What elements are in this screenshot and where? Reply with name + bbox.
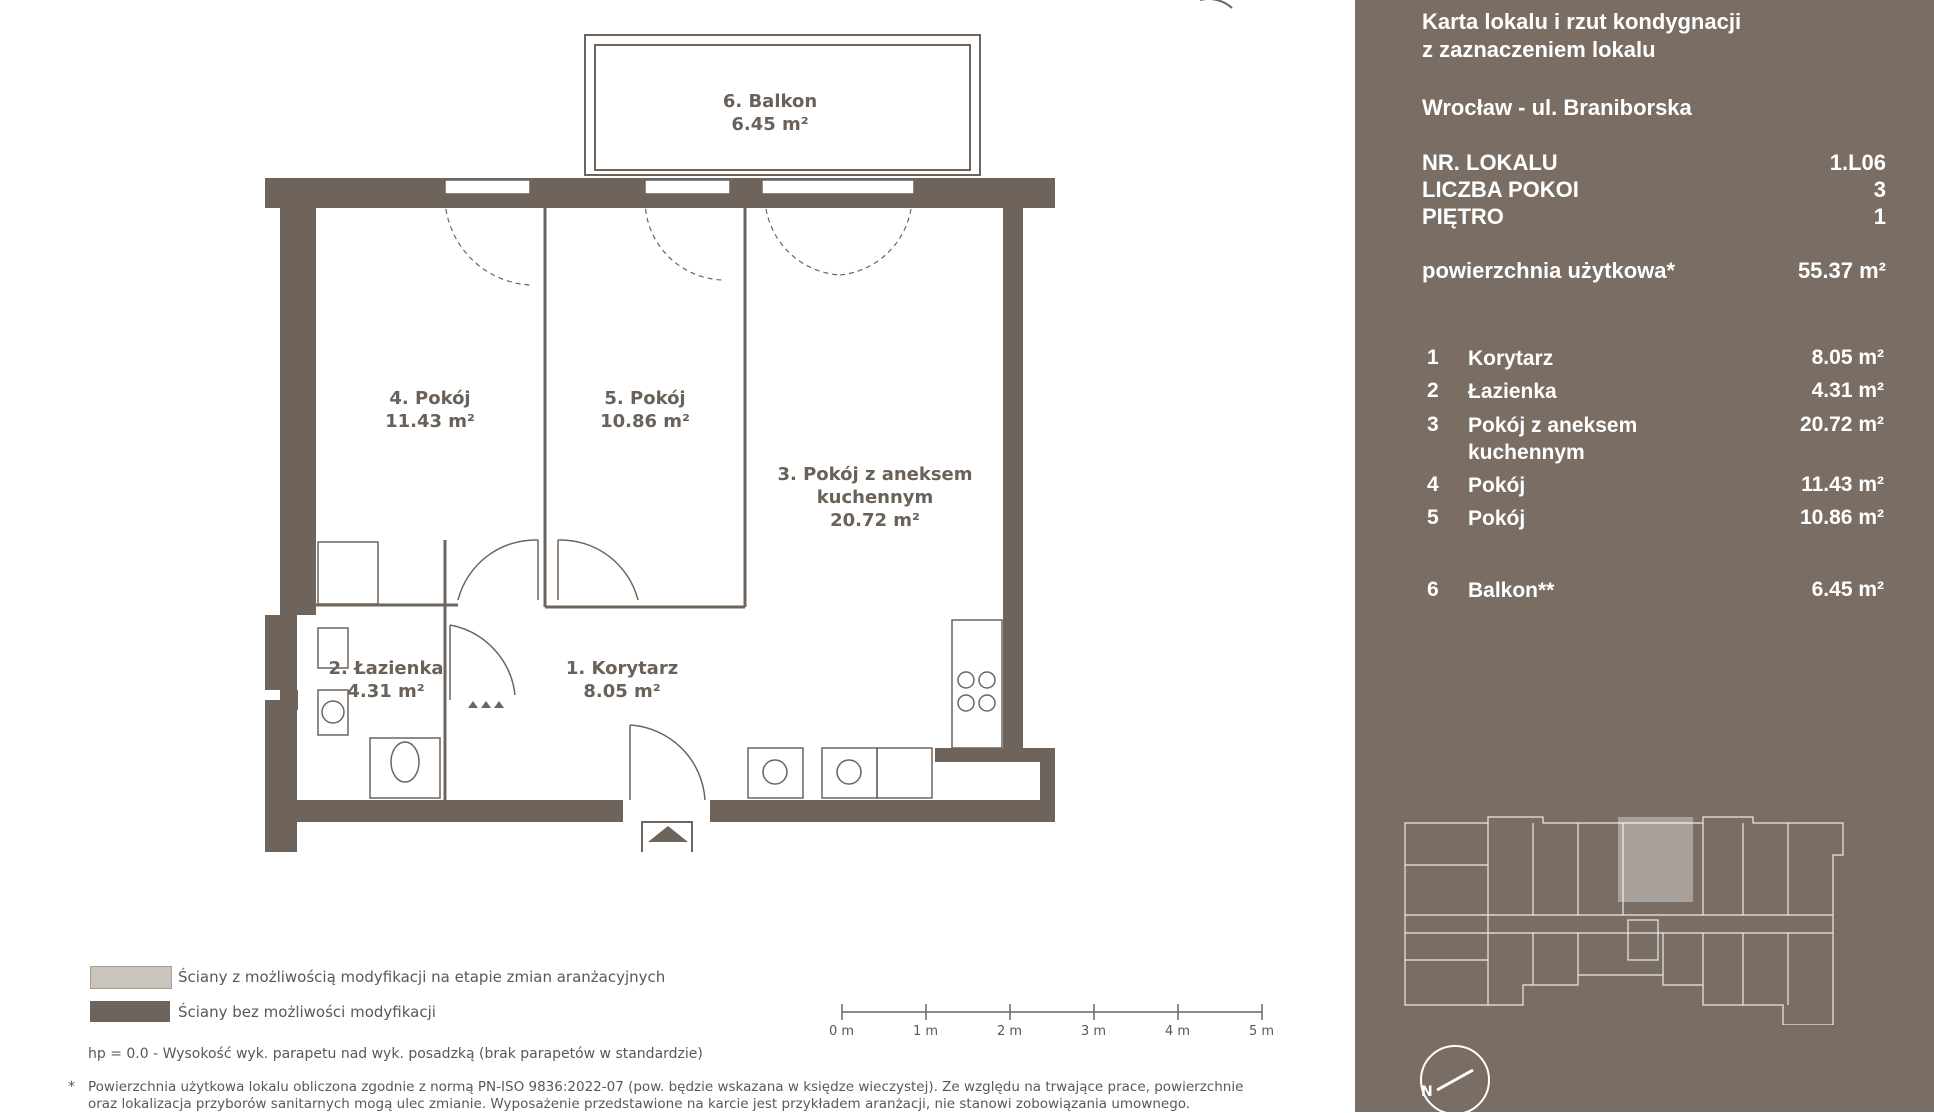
room-name: 6. Balkon — [722, 91, 818, 112]
powierzchnia-label: powierzchnia użytkowa* — [1422, 258, 1676, 283]
room-list-name-6: Balkon** — [1468, 579, 1555, 602]
scale-tick-3: 3 m — [1081, 1024, 1107, 1039]
room-name: 4. Pokój — [389, 388, 471, 409]
room-label-balkon — [680, 90, 860, 136]
powierzchnia-value: 55.37 m² — [1797, 258, 1886, 283]
hp-note: hp = 0.0 - Wysokość wyk. parapetu nad wyk. posadzką (brak parapetów w standardzie) — [88, 1046, 703, 1062]
room-list-area-4: 11.43 m² — [1801, 473, 1884, 496]
room-label-korytarz — [532, 657, 712, 703]
room-name: 5. Pokój — [604, 388, 686, 409]
scale-tick-5: 5 m — [1249, 1024, 1275, 1039]
room-list-area-5: 10.86 m² — [1799, 506, 1884, 529]
room-area: 20.72 m² — [830, 510, 920, 531]
room-label-pokoj-3 — [755, 463, 995, 532]
pietro-value: 1 — [1873, 204, 1886, 229]
footnote-asterisk: * — [68, 1079, 75, 1095]
room-list-name-1: Korytarz — [1468, 347, 1554, 370]
room-list-num-2: 2 — [1427, 379, 1439, 402]
room-list-num-6: 6 — [1427, 578, 1439, 601]
room-area: 11.43 m² — [385, 411, 475, 432]
legend-swatch-non-modifiable — [90, 1001, 170, 1022]
north-arrow-icon — [1415, 1040, 1495, 1112]
room-area: 4.31 m² — [347, 681, 425, 702]
room-name-line1: 3. Pokój z aneksem — [777, 464, 973, 485]
room-list-name-4: Pokój — [1468, 474, 1526, 497]
legend-swatch-modifiable — [90, 966, 172, 989]
room-label-pokoj-5 — [555, 387, 735, 433]
info-panel — [1355, 0, 1934, 1112]
room-area: 6.45 m² — [731, 114, 809, 135]
scale-tick-2: 2 m — [997, 1024, 1023, 1039]
room-list-num-3: 3 — [1427, 413, 1439, 436]
legend-text-modifiable: Ściany z możliwością modyfikacji na etapie zmian aranżacyjnych — [178, 968, 666, 986]
room-label-pokoj-4 — [340, 387, 520, 433]
room-list-num-4: 4 — [1427, 473, 1439, 496]
panel-title-line2: z zaznaczeniem lokalu — [1422, 37, 1656, 62]
room-area: 8.05 m² — [583, 681, 661, 702]
room-list-num-5: 5 — [1427, 506, 1439, 529]
footnote-line-2: oraz lokalizacja przyborów sanitarnych mogą ulec zmianie. Wyposażenie przedstawione na karcie jest przykładem aranżacji, nie stanowi zobowiązania umownego. — [88, 1096, 1191, 1112]
room-area: 10.86 m² — [600, 411, 690, 432]
footnote-line-1: Powierzchnia użytkowa lokalu obliczona zgodnie z normą PN-ISO 9836:2022-07 (pow. będzie wskazana w księdze wieczystej). Ze względu na trwające prace, powierzchnie — [88, 1079, 1244, 1095]
liczba-pokoi-value: 3 — [1873, 177, 1886, 202]
room-list-area-2: 4.31 m² — [1811, 379, 1884, 402]
legend-text-non-modifiable: Ściany bez możliwości modyfikacji — [178, 1003, 436, 1021]
room-list-num-1: 1 — [1427, 346, 1439, 369]
liczba-pokoi-label: LICZBA POKOI — [1422, 177, 1579, 202]
nr-lokalu-value: 1.L06 — [1829, 150, 1886, 175]
scale-tick-4: 4 m — [1165, 1024, 1191, 1039]
room-list-name-3-line1: Pokój z aneksem — [1468, 414, 1638, 437]
room-list-name-5: Pokój — [1468, 507, 1526, 530]
room-list-name-2: Łazienka — [1468, 380, 1557, 403]
svg-text:N: N — [1421, 1084, 1433, 1100]
room-list-name-3-line2: kuchennym — [1468, 441, 1585, 464]
room-name: 2. Łazienka — [328, 658, 444, 679]
room-list-area-6: 6.45 m² — [1811, 578, 1884, 601]
key-floor-plan — [1403, 815, 1888, 1025]
room-list-area-3: 20.72 m² — [1799, 413, 1884, 436]
scale-tick-0: 0 m — [829, 1024, 855, 1039]
room-name-line2: kuchennym — [816, 487, 934, 508]
pietro-label: PIĘTRO — [1422, 204, 1504, 229]
room-name: 1. Korytarz — [565, 658, 679, 679]
scale-tick-1: 1 m — [913, 1024, 939, 1039]
address: Wrocław - ul. Braniborska — [1422, 95, 1692, 120]
room-label-lazienka — [316, 657, 456, 703]
nr-lokalu-label: NR. LOKALU — [1422, 150, 1558, 175]
panel-title-line1: Karta lokalu i rzut kondygnacji — [1422, 9, 1742, 34]
room-list-area-1: 8.05 m² — [1811, 346, 1884, 369]
